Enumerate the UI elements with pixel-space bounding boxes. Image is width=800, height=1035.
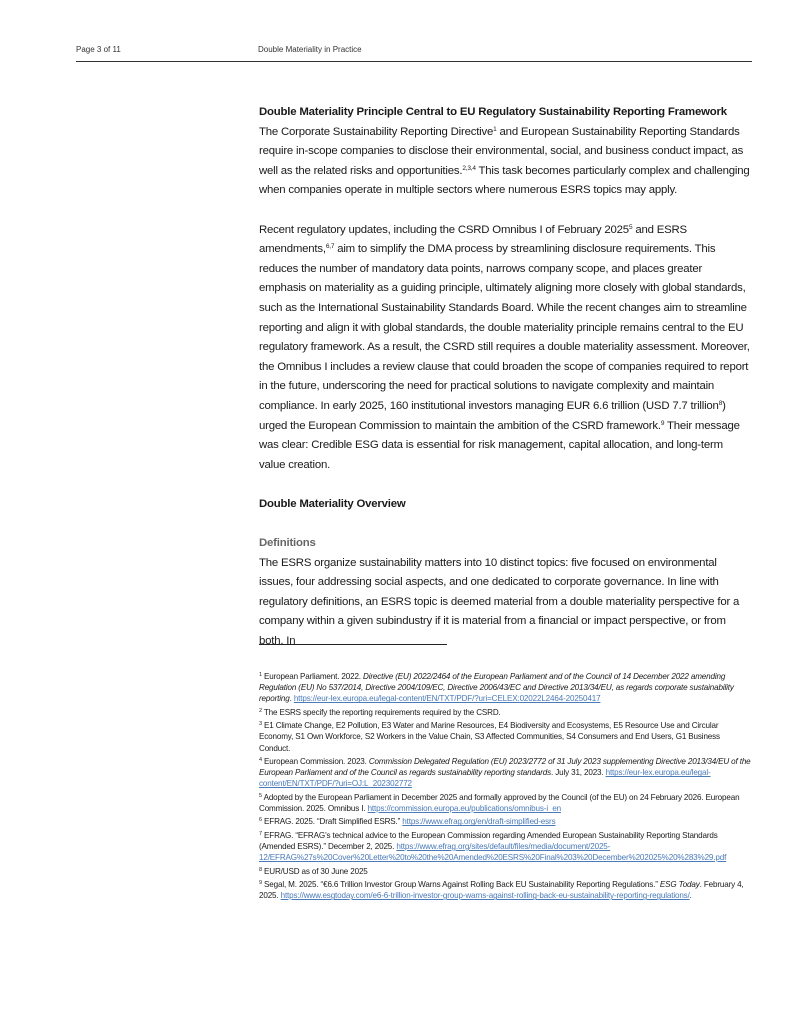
footnote-4: $^4$ European Commission. 2023. Commission Delegated Regulation (EU) 2023/2772 of 31 July 2023 supplementing Directive 2013/34/EU of the European Parliament and of the Council as regards sustainability reporting standards. July 31, 2023. https://eur-lex.europa.eu/legal-content/EN/TXT/PDF/?uri=OJ:L_202302772 bbox=[259, 756, 751, 789]
footnotes bbox=[259, 671, 751, 904]
footnote-link-9[interactable]: https://www.esgtoday.com/e6-6-trillion-investor-group-warns-against-rolling-back-eu-sustainability-reporting-regulations/ bbox=[280, 891, 690, 901]
main-content bbox=[259, 103, 751, 652]
footnote-7: $^7$ EFRAG. “EFRAG’s technical advice to the European Commission regarding Amended European Sustainability Reporting Standards (Amended ESRS).” December 2, 2025. https://www.efrag.org/sites/default/files/media/document/2025-12/EFRAG%27s%20Cover%20Letter%20to%20the%20Amended%20ESRS%20Final%203%20December%202025%20%283%29.pdf bbox=[259, 830, 727, 863]
footnote-link-5[interactable]: https://commission.europa.eu/publications/omnibus-i_en bbox=[367, 803, 562, 813]
document-title: Double Materiality in Practice bbox=[258, 45, 362, 54]
footnote-6: $^6$ EFRAG. 2025. “Draft Simplified ESRS.” https://www.efrag.org/en/draft-simplified-esrs bbox=[259, 817, 556, 827]
section-heading-principle: Double Materiality Principle Central to EU Regulatory Sustainability Reporting Framework bbox=[259, 106, 727, 118]
subheading-definitions: Definitions bbox=[259, 537, 316, 550]
footnote-ref-6-7[interactable]: 6,7 bbox=[325, 243, 335, 251]
footnote-ref-8[interactable]: 8 bbox=[718, 399, 723, 407]
paragraph-definitions: The ESRS organize sustainability matters into 10 distinct topics: five focused on environmental issues, four addressing social aspects, and one dedicated to corporate governance. In line with regulatory definitions, an ESRS topic is deemed material from a double materiality perspective for a company within a given subindustry if it is material from a financial or impact perspective, or from both. In bbox=[259, 556, 740, 648]
footnote-2: $^2$ The ESRS specify the reporting requirements required by the CSRD. bbox=[259, 707, 501, 717]
paragraph-regulatory-updates: Recent regulatory updates, including the CSRD Omnibus I of February 2025$^5$ and ESRS amendments,$^{6,7}$ aim to simplify the DMA process by streamlining disclosure requirements. This reduces the number of mandatory data points, narrows company scope, and places greater emphasis on materiality as a guiding principle, ultimately aligning more closely with global standards, such as the International Sustainability Standards Board. While the recent changes aim to streamline reporting and align it with global standards, the double materiality principle remains central to the EU regulatory framework. As a result, the CSRD still requires a double materiality assessment. Moreover, the Omnibus I includes a review clause that could broaden the scope of companies required to report in the future, underscoring the need for practical solutions to navigate complexity and maintain compliance. In early 2025, 160 institutional investors managing EUR 6.6 trillion (USD 7.7 trillion$^8$) urged the European Commission to maintain the ambition of the CSRD framework.$^9$ Their message was clear: Credible ESG data is essential for risk management, capital allocation, and long-term value creation. bbox=[259, 223, 750, 471]
footnote-ref-2-3-4[interactable]: 2,3,4 bbox=[462, 164, 476, 172]
paragraph-csrd-intro: The Corporate Sustainability Reporting Directive$^1$ and European Sustainability Reporting Standards require in-scope companies to disclose their environmental, social, and business conduct impact, as well as the related risks and opportunities.$^{2,3,4}$ This task becomes particularly complex and challenging when companies operate in multiple sectors where numerous ESRS topics may apply. bbox=[259, 125, 750, 197]
footnote-1: $^1$ European Parliament. 2022. Directive (EU) 2022/2464 of the European Parliament and of the Council of 14 December 2022 amending Regulation (EU) No 537/2014, Directive 2004/109/EC, Directive 2006/43/EC and Directive 2013/34/EU, as regards corporate sustainability reporting. https://eur-lex.europa.eu/legal-content/EN/TXT/PDF/?uri=CELEX:02022L2464-20250417 bbox=[259, 672, 734, 704]
footnote-link-7[interactable]: https://www.efrag.org/sites/default/files/media/document/2025-12/EFRAG%27s%20Cover%20Letter%20to%20the%20Amended%20ESRS%20Final%203%20December%202025%20%283%29.pdf bbox=[259, 841, 727, 863]
footnote-9: $^9$ Segal, M. 2025. “€6.6 Trillion Investor Group Warns Against Rolling Back EU Sustainability Reporting Regulations.” ESG Today. February 4, 2025. https://www.esgtoday.com/e6-6-trillion-investor-group-warns-against-rolling-back-eu-sustainability-reporting-regulations/. bbox=[259, 879, 744, 901]
page-header bbox=[76, 44, 752, 62]
footnote-link-4[interactable]: https://eur-lex.europa.eu/legal-content/EN/TXT/PDF/?uri=OJ:L_202302772 bbox=[259, 768, 711, 789]
footnote-link-6[interactable]: https://www.efrag.org/en/draft-simplified-esrs bbox=[402, 817, 556, 827]
footnote-link-1[interactable]: https://eur-lex.europa.eu/legal-content/EN/TXT/PDF/?uri=CELEX:02022L2464-20250417 bbox=[293, 694, 601, 704]
footnote-5: $^5$ Adopted by the European Parliament in December 2025 and formally approved by the Council (of the EU) on 24 February 2026. European Commission. 2025. Omnibus I. https://commission.europa.eu/publications/omnibus-i_en bbox=[259, 792, 740, 813]
footnote-ref-9[interactable]: 9 bbox=[660, 419, 665, 427]
footnote-3: $^3$ E1 Climate Change, E2 Pollution, E3 Water and Marine Resources, E4 Biodiversity and Ecosystems, E5 Resource Use and Circular Economy, S1 Own Workforce, S2 Workers in the Value Chain, S3 Affected Communities, S4 Consumers and End Users, G1 Business Conduct. bbox=[259, 721, 720, 753]
footnote-8: $^8$ EUR/USD as of 30 June 2025 bbox=[259, 866, 368, 876]
page-number: Page 3 of 11 bbox=[76, 45, 121, 54]
section-heading-overview: Double Materiality Overview bbox=[259, 497, 406, 510]
footnote-ref-5[interactable]: 5 bbox=[628, 223, 633, 231]
footnote-divider bbox=[259, 644, 447, 645]
footnote-ref-1[interactable]: 1 bbox=[493, 125, 497, 133]
